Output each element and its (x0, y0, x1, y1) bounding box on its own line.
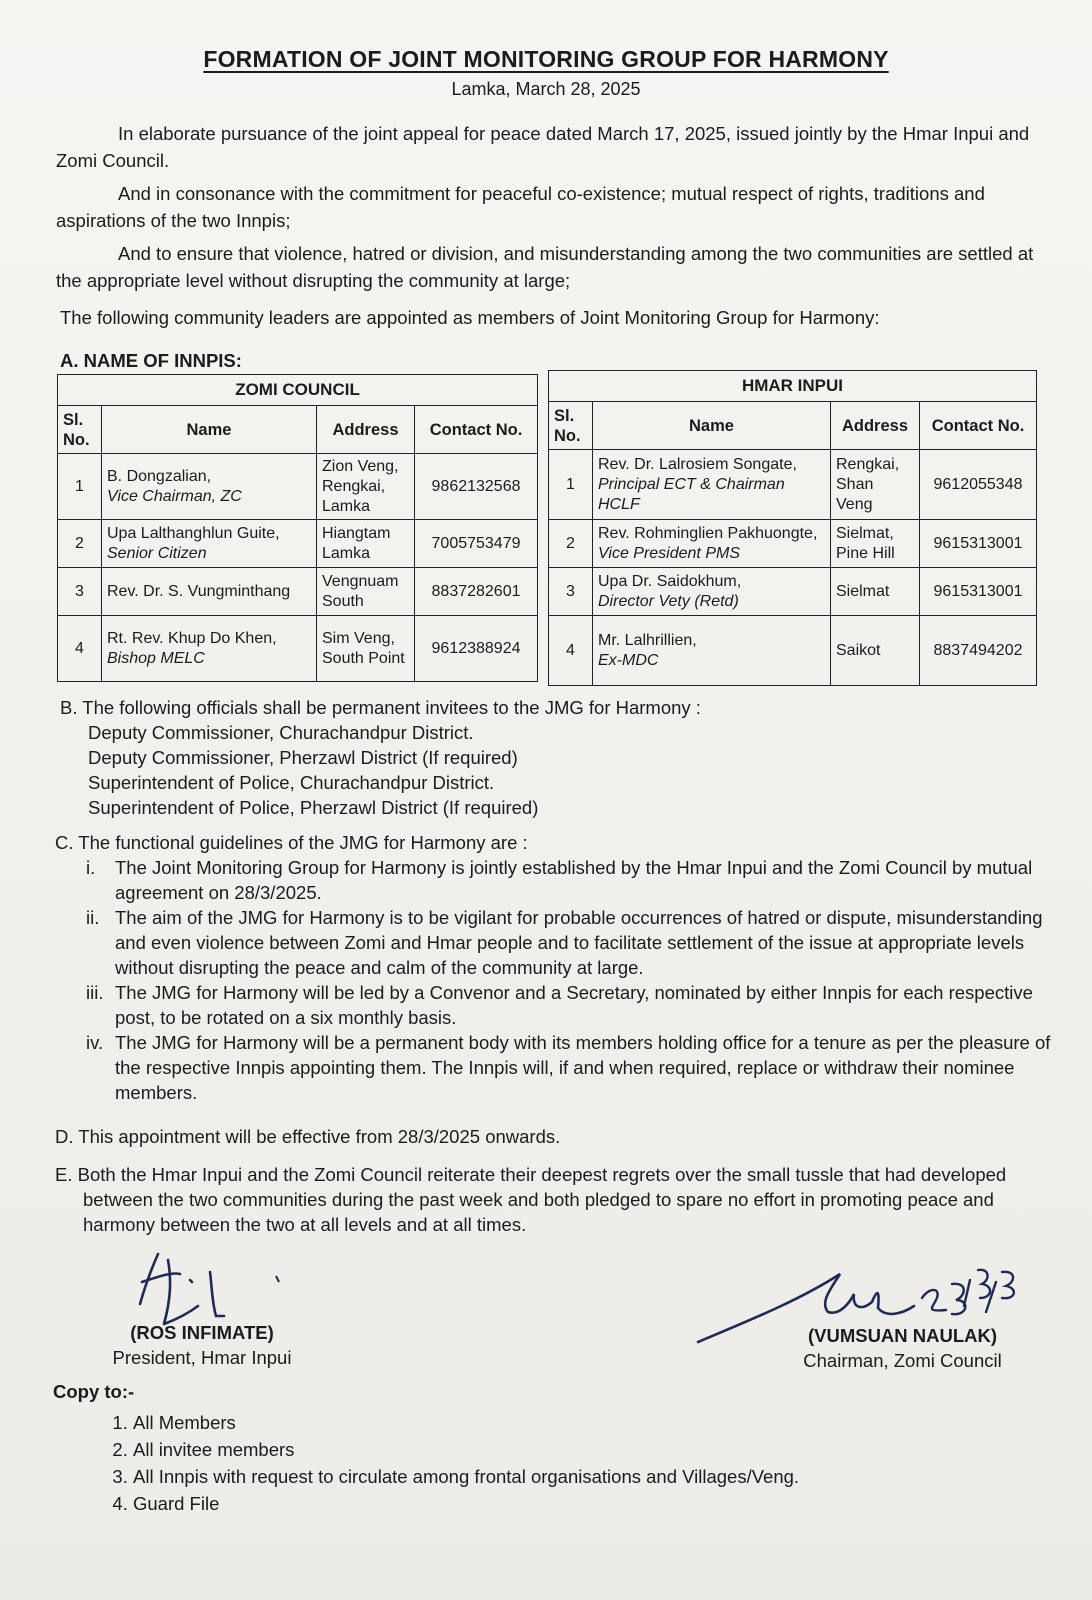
zomi-council-table (57, 374, 538, 682)
member-name: Rev. Dr. S. Vungminthang (107, 582, 291, 600)
member-address: Vengnuam South (317, 568, 415, 616)
table-row (549, 568, 1037, 616)
zomi-header-address: Address (317, 406, 415, 454)
member-designation: Principal ECT & Chairman HCLF (598, 475, 785, 513)
guideline-number: iv. (86, 1032, 104, 1053)
signatory-name: (ROS INFIMATE) (130, 1322, 274, 1343)
table-row (58, 454, 538, 520)
member-contact: 9615313001 (920, 520, 1037, 568)
member-name-cell (102, 616, 317, 682)
guideline-number: i. (86, 857, 96, 878)
zomi-header-slno: Sl. No. (58, 406, 102, 454)
member-designation: Vice Chairman, ZC (107, 487, 242, 505)
member-address: Hiangtam Lamka (317, 520, 415, 568)
member-address: Zion Veng, Rengkai, Lamka (317, 454, 415, 520)
member-name: Rev. Dr. Lalrosiem Songate, (598, 455, 797, 473)
copy-to-item: 3. All Innpis with request to circulate among frontal organisations and Villages/Veng. (133, 1463, 799, 1490)
section-e-text: E. Both the Hmar Inpui and the Zomi Council reiterate their deepest regrets over the small tussle that had developed between the two communities during the past week and both pledged to spare no effort in promoting peace and harmony between the two at all levels and at all times. (55, 1164, 1007, 1235)
section-c-heading: C. The functional guidelines of the JMG for Harmony are : (55, 832, 528, 853)
member-name-cell (102, 568, 317, 616)
member-contact: 9862132568 (415, 454, 538, 520)
copy-to-item: 2. All invitee members (133, 1436, 799, 1463)
sl-no: 3 (549, 568, 593, 616)
sl-no: 2 (58, 520, 102, 568)
member-name-cell (102, 520, 317, 568)
signatory-right (780, 1323, 1025, 1373)
page-title: FORMATION OF JOINT MONITORING GROUP FOR HARMONY (203, 46, 889, 72)
member-name-cell (593, 520, 831, 568)
member-name-cell (593, 616, 831, 686)
table-row (549, 520, 1037, 568)
member-address: Sielmat, Pine Hill (831, 520, 920, 568)
signatory-left (92, 1320, 312, 1370)
guideline-text: The Joint Monitoring Group for Harmony is jointly established by the Hmar Inpui and the Zomi Council by mutual agreement on 28/3/2025. (115, 857, 1033, 903)
member-contact: 8837282601 (415, 568, 538, 616)
guideline-text: The JMG for Harmony will be led by a Convenor and a Secretary, nominated by either Innpis for each respective post, to be rotated on a six monthly basis. (115, 982, 1033, 1028)
sl-no: 1 (58, 454, 102, 520)
member-name-cell (102, 454, 317, 520)
member-designation: Ex-MDC (598, 651, 659, 669)
dateline: Lamka, March 28, 2025 (451, 79, 641, 99)
member-designation: Bishop MELC (107, 649, 205, 667)
hmar-header-address: Address (831, 402, 920, 450)
sl-no: 2 (549, 520, 593, 568)
invitee-item: Superintendent of Police, Pherzawl District (If required) (88, 797, 539, 818)
guideline-item (55, 905, 1055, 980)
copy-to-item: 4. Guard File (133, 1490, 799, 1517)
sl-no: 1 (549, 450, 593, 520)
member-designation: Vice President PMS (598, 544, 740, 562)
member-contact: 9612055348 (920, 450, 1037, 520)
member-name: Upa Dr. Saidokhum, (598, 572, 742, 590)
signatory-title: Chairman, Zomi Council (803, 1350, 1002, 1371)
guideline-item (55, 980, 1055, 1030)
member-contact: 9612388924 (415, 616, 538, 682)
table-row (549, 450, 1037, 520)
hmar-inpui-table (548, 370, 1037, 686)
section-b-heading: B. The following officials shall be permanent invitees to the JMG for Harmony : (60, 697, 701, 718)
hmar-table-title: HMAR INPUI (549, 371, 1037, 402)
member-name-cell (593, 450, 831, 520)
signature-left (120, 1232, 290, 1332)
member-name: B. Dongzalian, (107, 467, 212, 485)
guideline-item (55, 1030, 1055, 1105)
signatory-name: (VUMSUAN NAULAK) (807, 1325, 998, 1346)
copy-to-item: 1. All Members (133, 1409, 799, 1436)
member-designation: Director Vety (Retd) (598, 592, 739, 610)
member-address: Rengkai, Shan Veng (831, 450, 920, 520)
invitee-item: Superintendent of Police, Churachandpur District. (88, 772, 495, 793)
intro-paragraph-4: The following community leaders are appointed as members of Joint Monitoring Group for Harmony: (60, 307, 880, 328)
copy-to-label: Copy to:- (53, 1381, 135, 1402)
section-a-heading: A. NAME OF INNPIS: (60, 350, 242, 371)
zomi-table-title: ZOMI COUNCIL (58, 375, 538, 406)
section-d: D. This appointment will be effective from 28/3/2025 onwards. (55, 1126, 561, 1147)
member-contact: 8837494202 (920, 616, 1037, 686)
intro-paragraph-3: And to ensure that violence, hatred or division, and misunderstanding among the two communities are settled at the appropriate level without disrupting the community at large; (56, 243, 1034, 291)
member-name: Upa Lalthanghlun Guite, (107, 524, 280, 542)
sl-no: 4 (549, 616, 593, 686)
intro-paragraph-1: In elaborate pursuance of the joint appeal for peace dated March 17, 2025, issued jointly by the Hmar Inpui and Zomi Council. (56, 123, 1030, 171)
table-row (549, 616, 1037, 686)
section-e (55, 1162, 1055, 1237)
guideline-text: The aim of the JMG for Harmony is to be vigilant for probable occurrences of hatred or dispute, misunderstanding and even violence between Zomi and Hmar people and to facilitate settlement of the issue at appropriate levels without disrupting the peace and calm of the community at large. (115, 907, 1043, 978)
zomi-header-contact: Contact No. (415, 406, 538, 454)
member-name: Mr. Lalhrillien, (598, 631, 697, 649)
copy-to (53, 1378, 799, 1517)
guideline-item (55, 855, 1055, 905)
member-contact: 7005753479 (415, 520, 538, 568)
zomi-header-name: Name (102, 406, 317, 454)
member-address: Saikot (831, 616, 920, 686)
guideline-number: ii. (86, 907, 100, 928)
hmar-header-slno: Sl. No. (549, 402, 593, 450)
member-address: Sielmat (831, 568, 920, 616)
member-name: Rev. Rohminglien Pakhuongte, (598, 524, 818, 542)
table-row (58, 520, 538, 568)
hmar-header-name: Name (593, 402, 831, 450)
guideline-number: iii. (86, 982, 104, 1003)
member-name: Rt. Rev. Khup Do Khen, (107, 629, 277, 647)
member-designation: Senior Citizen (107, 544, 207, 562)
member-address: Sim Veng, South Point (317, 616, 415, 682)
signatory-title: President, Hmar Inpui (112, 1347, 292, 1368)
invitee-item: Deputy Commissioner, Churachandpur District. (88, 722, 474, 743)
section-c (55, 830, 1055, 1105)
section-b (60, 695, 1060, 820)
member-contact: 9615313001 (920, 568, 1037, 616)
intro-paragraph-2: And in consonance with the commitment for peaceful co-existence; mutual respect of rights, traditions and aspirations of the two Innpis; (56, 183, 985, 231)
sl-no: 3 (58, 568, 102, 616)
table-row (58, 616, 538, 682)
guideline-text: The JMG for Harmony will be a permanent body with its members holding office for a tenure as per the pleasure of the respective Innpis appointing them. The Innpis will, if and when required, replace or withdraw their nominee members. (115, 1032, 1051, 1103)
table-row (58, 568, 538, 616)
sl-no: 4 (58, 616, 102, 682)
member-name-cell (593, 568, 831, 616)
invitee-item: Deputy Commissioner, Pherzawl District (If required) (88, 747, 518, 768)
hmar-header-contact: Contact No. (920, 402, 1037, 450)
